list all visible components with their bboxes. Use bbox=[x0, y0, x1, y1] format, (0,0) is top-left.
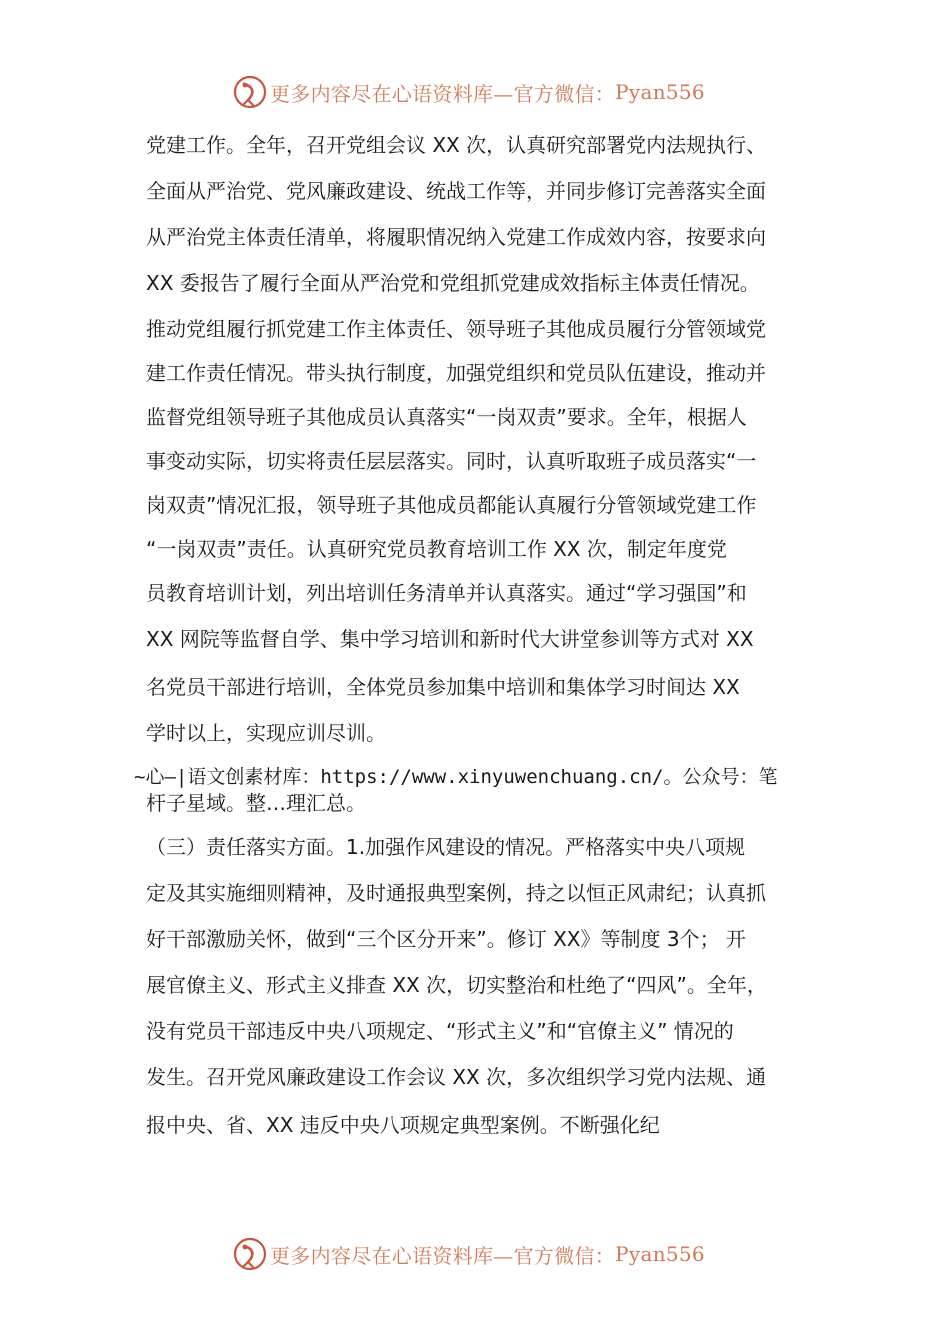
body-line: 学时以上，实现应训尽训。 bbox=[146, 721, 386, 745]
body-line: 监督党组领导班子其他成员认真落实“一岗双责”要求。全年，根据人 bbox=[146, 405, 747, 429]
header-banner-wechat-id: Pyan556 bbox=[615, 80, 705, 104]
section3-line: 定及其实施细则精神，及时通报典型案例，持之以恒正风肃纪；认真抓 bbox=[146, 881, 766, 905]
section3-line: 发生。召开党风廉政建设工作会议 XX 次，多次组织学习党内法规、通 bbox=[146, 1065, 767, 1089]
footer-banner bbox=[0, 1232, 950, 1276]
body-line: XX 网院等监督自学、集中学习培训和新时代大讲堂参训等方式对 XX bbox=[146, 627, 754, 651]
body-line: 岗双责”情况汇报，领导班子其他成员都能认真履行分管领域党建工作 bbox=[146, 493, 757, 517]
body-line: 推动党组履行抓党建工作主体责任、领导班子其他成员履行分管领域党 bbox=[146, 317, 766, 341]
section3-line: 报中央、省、XX 违反中央八项规定典型案例。不断强化纪 bbox=[146, 1113, 660, 1137]
footer-banner-text: 更多内容尽在心语资料库—官方微信： bbox=[270, 1243, 616, 1268]
section3-line: 好干部激励关怀，做到“三个区分开来”。修订 XX》等制度 3个； 开 bbox=[146, 927, 746, 951]
body-line: 全面从严治党、党风廉政建设、统战工作等，并同步修订完善落实全面 bbox=[146, 179, 766, 203]
source-note-line: ~心—|语文创素材库：https://www.xinyuwenchuang.cn/。公众号：笔 bbox=[134, 766, 778, 788]
body-line: 建工作责任情况。带头执行制度，加强党组织和党员队伍建设，推动并 bbox=[146, 361, 766, 385]
body-line: 名党员干部进行培训，全体党员参加集中培训和集体学习时间达 XX bbox=[146, 675, 740, 699]
footer-banner-wechat-id: Pyan556 bbox=[615, 1242, 705, 1266]
source-note-line: 杆子星域。整…理汇总。 bbox=[146, 791, 366, 815]
ribbon-logo-icon bbox=[232, 1236, 268, 1272]
body-line: 员教育培训计划，列出培训任务清单并认真落实。通过“学习强国”和 bbox=[146, 581, 747, 605]
section3-line: 展官僚主义、形式主义排查 XX 次，切实整治和杜绝了“四风”。全年， bbox=[146, 973, 767, 997]
ribbon-logo-icon bbox=[232, 74, 268, 110]
body-line: 从严治党主体责任清单，将履职情况纳入党建工作成效内容，按要求向 bbox=[146, 225, 766, 249]
body-line: “一岗双责”责任。认真研究党员教育培训工作 XX 次，制定年度党 bbox=[146, 537, 727, 561]
body-line: 党建工作。全年，召开党组会议 XX 次，认真研究部署党内法规执行、 bbox=[146, 133, 767, 157]
section3-line: （三）责任落实方面。1.加强作风建设的情况。严格落实中央八项规 bbox=[146, 835, 746, 859]
header-banner-text: 更多内容尽在心语资料库—官方微信： bbox=[270, 81, 616, 106]
body-line: XX 委报告了履行全面从严治党和党组抓党建成效指标主体责任情况。 bbox=[146, 271, 760, 295]
header-banner bbox=[0, 70, 950, 114]
section3-line: 没有党员干部违反中央八项规定、“形式主义”和“官僚主义” 情况的 bbox=[146, 1019, 734, 1043]
body-line: 事变动实际，切实将责任层层落实。同时，认真听取班子成员落实“一 bbox=[146, 449, 757, 473]
